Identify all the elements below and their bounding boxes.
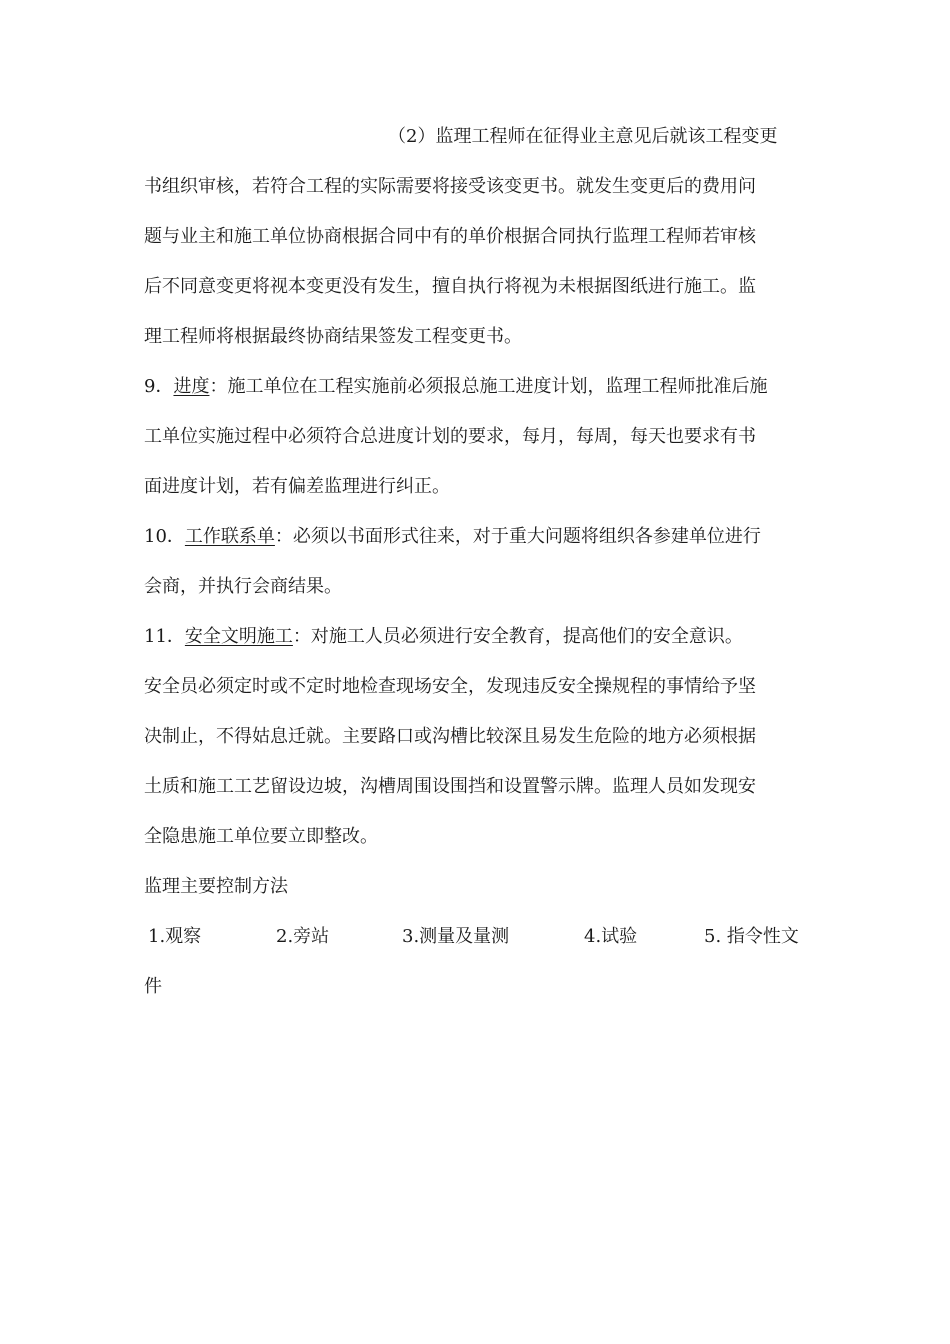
section-11-number: 11． [144,626,185,647]
paragraph-line: 理工程师将根据最终协商结果签发工程变更书。 [144,326,522,347]
section-10-first-line [144,524,824,550]
section-9-text: ：施工单位在工程实施前必须报总施工进度计划，监理工程师批准后施 [209,376,768,397]
section-10-text: ：必须以书面形式往来，对于重大问题将组织各参建单位进行 [274,526,761,547]
section-9-title: 进度 [173,376,210,397]
paragraph-line: （2）监理工程师在征得业主意见后就该工程变更 [388,126,778,147]
section-10-number: 10． [144,526,185,547]
method-item: 5. 指令性文 [704,926,799,947]
method-item: 4.试验 [584,926,638,947]
paragraph-line: 题与业主和施工单位协商根据合同中有的单价根据合同执行监理工程师若审核 [144,226,756,247]
paragraph-line: 工单位实施过程中必须符合总进度计划的要求，每月，每周，每天也要求有书 [144,426,756,447]
paragraph-line: 安全员必须定时或不定时地检查现场安全，发现违反安全操规程的事情给予坚 [144,676,756,697]
section-11-first-line [144,624,824,650]
section-9-first-line [144,374,824,400]
section-9-number: 9． [144,376,174,397]
method-item: 2.旁站 [276,926,330,947]
methods-wrap-line: 件 [144,976,162,997]
paragraph-line: 后不同意变更将视本变更没有发生，擅自执行将视为未根据图纸进行施工。监 [144,276,756,297]
paragraph-line: 会商，并执行会商结果。 [144,576,342,597]
paragraph-line: 决制止，不得姑息迁就。主要路口或沟槽比较深且易发生危险的地方必须根据 [144,726,756,747]
paragraph-line: 面进度计划，若有偏差监理进行纠正。 [144,476,450,497]
section-11-text: ：对施工人员必须进行安全教育，提高他们的安全意识。 [292,626,743,647]
paragraph-line: 全隐患施工单位要立即整改。 [144,826,378,847]
section-10-title: 工作联系单 [184,526,275,547]
paragraph-line: 土质和施工工艺留设边坡，沟槽周围设围挡和设置警示牌。监理人员如发现安 [144,776,756,797]
methods-list [148,924,828,950]
section-11-title: 安全文明施工 [184,626,293,647]
method-item: 3.测量及量测 [402,926,510,947]
method-item: 1.观察 [148,926,202,947]
methods-heading: 监理主要控制方法 [144,876,288,897]
paragraph-line: 书组织审核，若符合工程的实际需要将接受该变更书。就发生变更后的费用问 [144,176,756,197]
